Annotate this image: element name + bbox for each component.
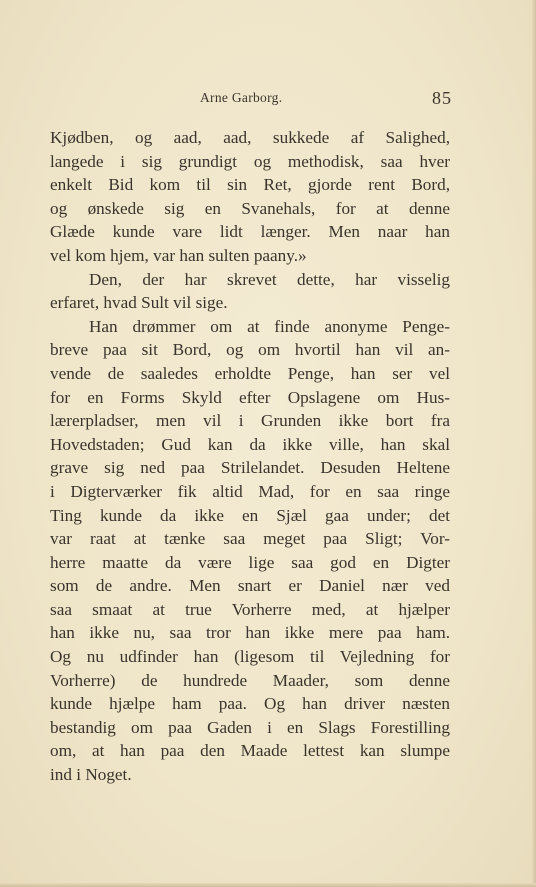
page-number: 85: [432, 88, 452, 108]
text-line: Og nu udfinder han (ligesom til Vejledning for: [50, 647, 450, 667]
text-line: vel kom hjem, var han sulten paany.»: [50, 245, 307, 265]
text-line: kunde hjælpe ham paa. Og han driver næsten: [50, 694, 450, 714]
text-line: bestandig om paa Gaden i en Slags Forestilling: [50, 717, 450, 737]
text-line: Vorherre) de hundrede Maader, som denne: [50, 670, 450, 690]
text-line: herre maatte da være lige saa god en Digter: [50, 552, 450, 572]
text-line: Kjødben, og aad, aad, sukkede af Salighed,: [50, 128, 450, 147]
text-line: erfaret, hvad Sult vil sige.: [50, 293, 228, 313]
text-line: han ikke nu, saa tror han ikke mere paa ham.: [50, 623, 450, 643]
text-line: om, at han paa den Maade lettest kan slumpe: [50, 741, 450, 761]
text-line: Ting kunde da ikke en Sjæl gaa under; det: [50, 505, 450, 525]
text-line: Den, der har skrevet dette, har visselig: [89, 269, 450, 289]
text-line: Han drømmer om at finde anonyme Penge-: [89, 316, 450, 336]
text-line: var raat at tænke saa meget paa Sligt; Vor-: [50, 529, 450, 549]
text-line: Hovedstaden; Gud kan da ikke ville, han skal: [50, 434, 450, 454]
text-line: i Digterværker fik altid Mad, for en saa ringe: [50, 481, 450, 501]
text-line: enkelt Bid kom til sin Ret, gjorde rent Bord,: [50, 175, 450, 195]
text-line: og ønskede sig en Svanehals, for at denne: [50, 198, 450, 218]
text-line: saa smaat at true Vorherre med, at hjælper: [50, 599, 450, 619]
running-header: [50, 88, 452, 112]
text-line: for en Forms Skyld efter Opslagene om Hus-: [50, 387, 450, 407]
text-line: Glæde kunde vare lidt længer. Men naar han: [50, 222, 450, 242]
text-line: langede i sig grundigt og methodisk, saa hver: [50, 151, 450, 171]
text-line: ind i Noget.: [50, 765, 132, 785]
text-line: vende de saaledes erholdte Penge, han ser vel: [50, 363, 450, 383]
text-line: breve paa sit Bord, og om hvortil han vil an-: [50, 340, 450, 360]
text-line: lærerpladser, men vil i Grunden ikke bort fra: [50, 411, 450, 431]
paragraph: [50, 126, 450, 268]
text-line: som de andre. Men snart er Daniel nær ved: [50, 576, 450, 596]
paragraph: [50, 315, 450, 787]
page-edge-shadow: [532, 0, 536, 887]
text-line: grave sig ned paa Strilelandet. Desuden Heltene: [50, 458, 450, 478]
paragraph: [50, 268, 450, 315]
running-title: Arne Garborg.: [200, 90, 283, 105]
body-text: [50, 126, 450, 787]
page-edge-shadow: [0, 883, 536, 887]
